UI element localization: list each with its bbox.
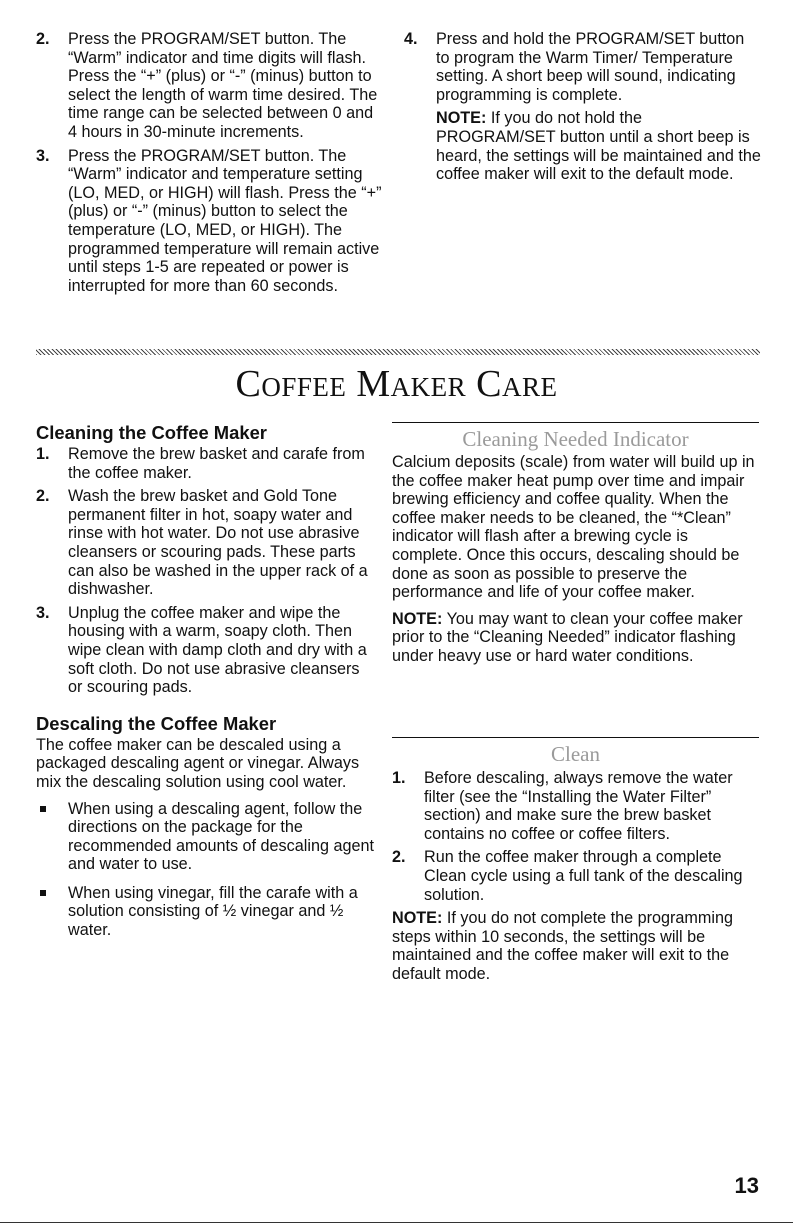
page-title: Coffee Maker Care [235, 363, 558, 405]
step-4 [404, 30, 762, 104]
indicator-section [392, 453, 762, 670]
descaling-bullet-2 [36, 884, 378, 940]
step-3 [36, 147, 384, 296]
step-number: 2. [392, 848, 406, 867]
indicator-note [392, 610, 762, 666]
clean-step-2 [392, 848, 762, 904]
indicator-text: Calcium deposits (scale) from water will build up in the coffee maker heat pump over time and impair brewing efficiency and coffee quality. When the coffee maker needs to be cleaned, the “*Clean” indicator will flash after a brewing cycle is complete. Once this occurs, descaling should be done as soon as possible to preserve the performance and life of your coffee maker. [392, 453, 755, 602]
bullet-marker [40, 890, 46, 896]
note-text: You may want to clean your coffee maker prior to the “Cleaning Needed” indicator flashing under heavy use or hard water conditions. [392, 609, 743, 665]
cleaning-heading: Cleaning the Coffee Maker [36, 422, 267, 443]
cleaning-step-3 [36, 604, 378, 697]
step-2 [36, 30, 384, 142]
step-number: 4. [404, 30, 418, 48]
step-text: Unplug the coffee maker and wipe the housing with a warm, soapy cloth. Then wipe clean with damp cloth and dry with a soft cloth. Do not use abrasive cleansers or scouring pads. [68, 603, 367, 697]
note-text: If you do not hold the PROGRAM/SET button until a short beep is heard, the settings will be maintained and the coffee maker will exit to the default mode. [436, 109, 761, 184]
step-text: Run the coffee maker through a complete Clean cycle using a full tank of the descaling solution. [424, 848, 743, 904]
note [404, 109, 762, 183]
page-number: 13 [734, 1173, 759, 1198]
clean-section [392, 769, 762, 988]
top-left-column [36, 30, 384, 300]
note-label: NOTE: [436, 109, 487, 128]
clean-step-1 [392, 769, 762, 843]
note-text: If you do not complete the programming steps within 10 seconds, the settings will be maintained and the coffee maker will exit to the default mode. [392, 909, 733, 983]
step-number: 3. [36, 146, 50, 165]
clean-heading: Clean [392, 737, 759, 765]
step-text: Before descaling, always remove the water filter (see the “Installing the Water Filter” section) and make sure the brew basket contains no coffee or coffee filters. [424, 769, 733, 843]
bottom-rule [0, 1222, 793, 1223]
bullet-text: When using vinegar, fill the carafe with a solution consisting of ½ vinegar and ½ water. [68, 883, 358, 940]
step-text: Wash the brew basket and Gold Tone permanent filter in hot, soapy water and rinse with hot water. Do not use abrasive cleansers or scouring pads. These parts can also be washed in the upper rack of a dishwasher. [68, 487, 368, 599]
descaling-intro: The coffee maker can be descaled using a packaged descaling agent or vinegar. Always mix the descaling solution using cool water. [36, 735, 360, 791]
left-lower-column [36, 422, 378, 945]
step-number: 3. [36, 603, 50, 622]
step-number: 1. [36, 445, 50, 463]
descaling-bullet-1 [36, 800, 378, 874]
step-text: Press the PROGRAM/SET button. The “Warm” indicator and temperature setting (LO, MED, or HIGH) will flash. Press the “+” (plus) or “-” (minus) button to select the temperature (LO, MED, or HIGH). The programmed temperature will remain active until steps 1-5 are repeated or power is interrupted for more than 60 seconds. [68, 146, 382, 295]
bullet-marker [40, 806, 46, 812]
note-label: NOTE: [392, 609, 443, 628]
descaling-heading: Descaling the Coffee Maker [36, 712, 277, 734]
note-label: NOTE: [392, 909, 443, 928]
cleaning-step-2 [36, 487, 378, 599]
step-text: Remove the brew basket and carafe from the coffee maker. [68, 445, 365, 482]
step-number: 2. [36, 30, 50, 48]
cleaning-needed-heading: Cleaning Needed Indicator [392, 422, 759, 450]
step-number: 1. [392, 769, 406, 787]
step-number: 2. [36, 487, 50, 506]
top-right-column [404, 30, 762, 188]
step-text: Press and hold the PROGRAM/SET button to program the Warm Timer/ Temperature setting. A short beep will sound, indicating programming is complete. [436, 30, 745, 104]
clean-note [392, 909, 762, 983]
cleaning-step-1 [36, 445, 378, 482]
hatched-divider [36, 349, 760, 355]
step-text: Press the PROGRAM/SET button. The “Warm” indicator and time digits will flash. Press the “+” (plus) or “-” (minus) button to select the length of warm time desired. The time range can be selected between 0 and 4 hours in 30-minute increments. [68, 30, 378, 141]
bullet-text: When using a descaling agent, follow the directions on the package for the recommended amounts of descaling agent and water to use. [68, 799, 374, 874]
